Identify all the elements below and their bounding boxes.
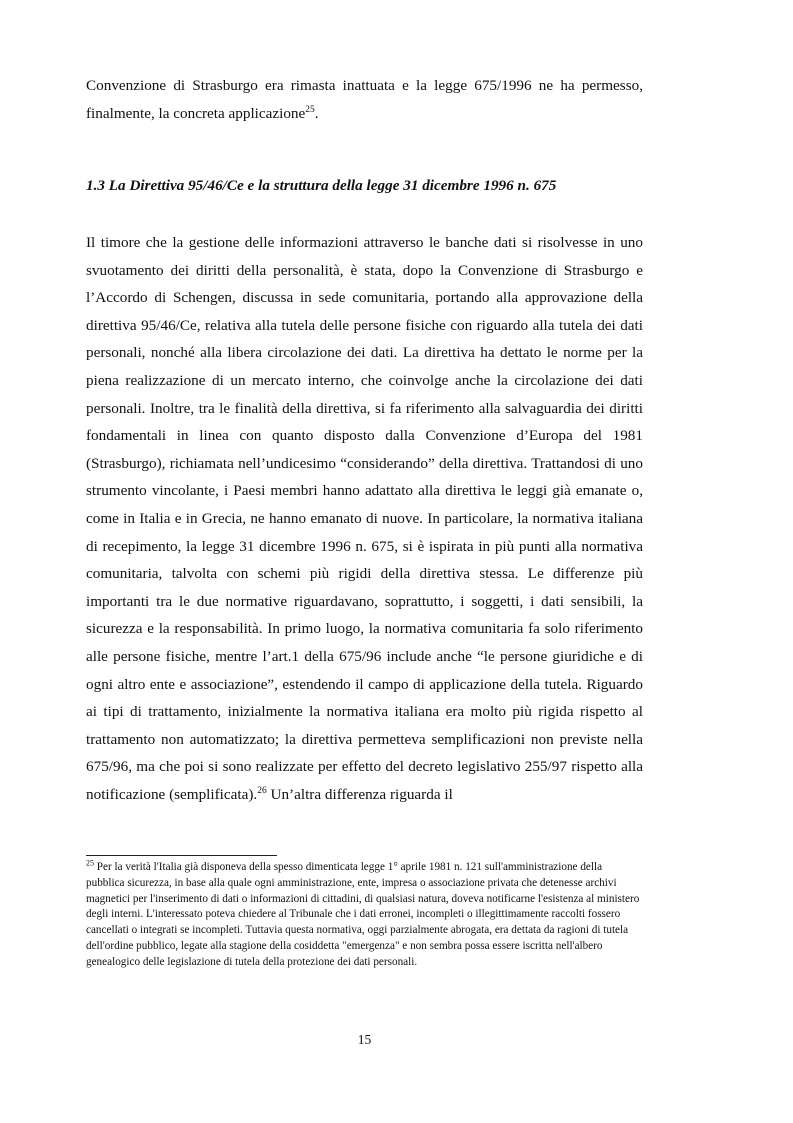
page-number: 15 <box>357 1032 372 1047</box>
footnote-number: 25 <box>86 858 94 868</box>
lead-text: Convenzione di Strasburgo era rimasta inattuata e la legge 675/1996 ne ha permesso, finalmente, la concreta applicazione <box>86 77 643 122</box>
section-body <box>86 229 643 808</box>
footnote-divider <box>86 855 277 856</box>
footnote-ref-25[interactable]: 25 <box>305 104 315 115</box>
footnote-ref-26[interactable]: 26 <box>257 785 267 796</box>
body-tail: Un’altra differenza riguarda il <box>266 785 453 803</box>
lead-end: . <box>314 104 319 122</box>
footnote-25 <box>86 860 643 971</box>
lead-paragraph <box>86 72 643 128</box>
body-text: Il timore che la gestione delle informazioni attraverso le banche dati si risolvesse in uno svuotamento dei diritti della personalità, è stata, dopo la Convenzione di Strasburgo e l’Accordo di Schengen, discussa in sede comunitaria, portando alla approvazione della direttiva 95/46/Ce, relativa alla tutela delle persone fisiche con riguardo alla tutela dei dati personali, nonché alla libera circolazione dei dati. La direttiva ha dettato le norme per la piena realizzazione di un mercato interno, che coinvolge anche la circolazione dei dati personali. Inoltre, tra le finalità della direttiva, si fa riferimento alla salvaguardia dei diritti fondamentali in linea con quanto disposto dalla Convenzione d’Europa del 1981 (Strasburgo), richiamata nell’undicesimo “considerando” della direttiva. Trattandosi di uno strumento vincolante, i Paesi membri hanno adattato alla direttiva le leggi già emanate o, come in Italia e in Grecia, ne hanno emanato di nuove. In particolare, la normativa italiana di recepimento, la legge 31 dicembre 1996 n. 675, si è ispirata in più punti alla normativa comunitaria, talvolta con schemi più rigidi della direttiva stessa. Le differenze più importanti tra le due normative riguardavano, soprattutto, i soggetti, i dati sensibili, la sicurezza e la responsabilità. In primo luogo, la normativa comunitaria fa solo riferimento alle persone fisiche, mentre l’art.1 della 675/96 include anche “le persone giuridiche e di ogni altro ente e associazione”, estendendo il campo di applicazione della tutela. Riguardo ai tipi di trattamento, inizialmente la normativa italiana era molto più rigida rispetto al trattamento non automatizzato; la direttiva permetteva semplificazioni non previste nella 675/96, ma che poi si sono realizzate per effetto del decreto legislativo 255/97 rispetto alla notificazione (semplificata). <box>86 234 643 803</box>
footnote-text: Per la verità l'Italia già disponeva della spesso dimenticata legge 1° aprile 1981 n. 121 sull'amministrazione della pubblica sicurezza, in base alla quale ogni amministrazione, ente, impresa o associazione privata che detenesse archivi magnetici per l'inserimento di dati o informazioni di cittadini, di qualsiasi natura, doveva notificarne l'esistenza al ministero degli interni. L'interessato poteva chiedere al Tribunale che i dati erronei, incompleti o illegittimamente raccolti fossero cancellati o integrati se incompleti. Tuttavia questa normativa, oggi parzialmente abrogata, era dettata da ragioni di tutela dell'ordine pubblico, legate alla stagione della cosiddetta "emergenza" e non sembra possa essere iscritta nell'albero genealogico delle legislazione di tutela della protezione dei dati personali. <box>86 861 640 968</box>
section-heading: 1.3 La Direttiva 95/46/Ce e la struttura della legge 31 dicembre 1996 n. 675 <box>86 177 557 194</box>
